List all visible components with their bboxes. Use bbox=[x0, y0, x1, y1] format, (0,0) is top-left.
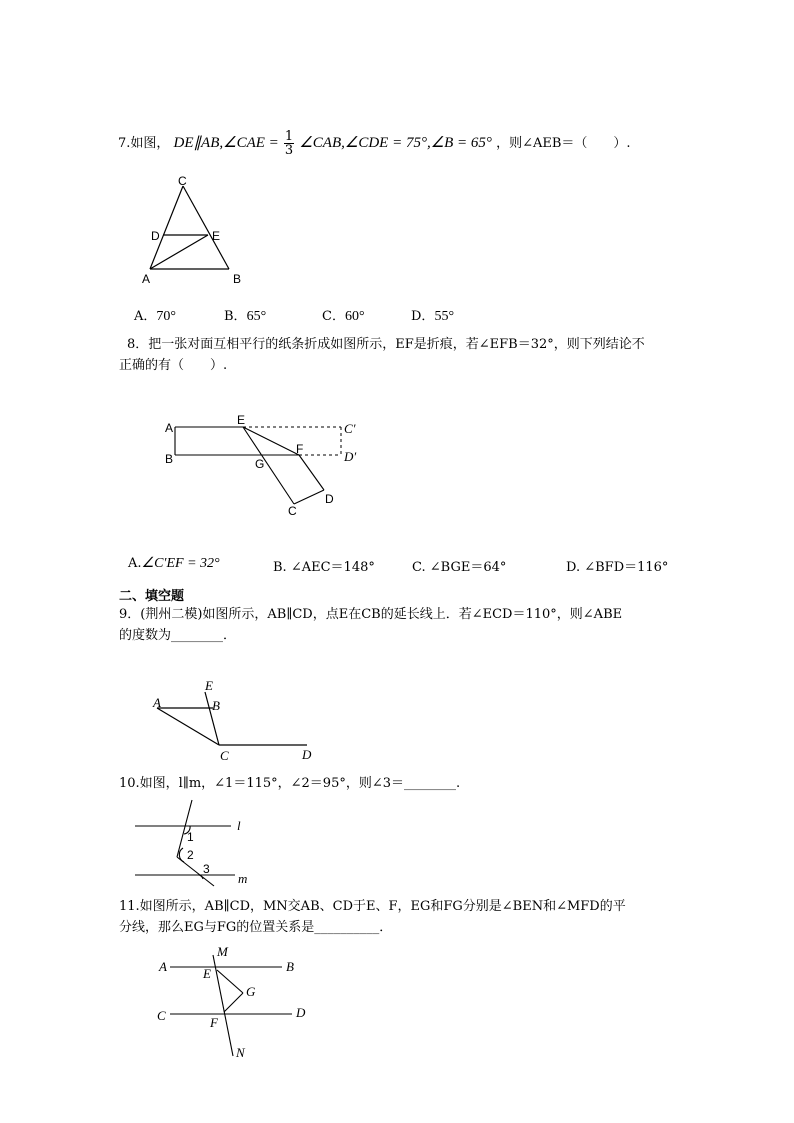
q11-label-f: F bbox=[210, 1015, 218, 1030]
q7-option-a-value: 70° bbox=[156, 309, 176, 324]
q11-label-g: G bbox=[246, 984, 256, 999]
q8-option-b-value: ∠AEC＝148° bbox=[290, 560, 375, 575]
q7-option-d-value: 55° bbox=[434, 309, 455, 324]
q8-option-c-letter: C. bbox=[412, 560, 426, 575]
q8-label-c: C bbox=[288, 504, 297, 518]
q7-label-b: B bbox=[233, 272, 242, 286]
q11-stem-line1: 11.如图所示，AB∥CD，MN交AB、CD于E、F，EG和FG分别是∠BEN和∠MFD的平 bbox=[119, 899, 626, 914]
q7-option-c-letter: C． bbox=[322, 309, 345, 324]
q11-segment-eg bbox=[217, 970, 243, 993]
q11-label-d: D bbox=[296, 1005, 306, 1020]
q7-option-a-letter: A． bbox=[134, 309, 157, 324]
q8-label-a: A bbox=[165, 421, 174, 435]
q7-label-e: E bbox=[212, 229, 221, 243]
q7-option-d-letter: D． bbox=[411, 309, 435, 324]
q7-math-part1: DE∥AB,∠CAE = bbox=[173, 135, 279, 151]
section-title-fill-blank: 二、填空题 bbox=[119, 589, 185, 604]
q9-label-b: B bbox=[212, 698, 220, 713]
q7-frac-num: 1 bbox=[284, 129, 294, 144]
q8-label-d-prime: D′ bbox=[344, 449, 357, 464]
q7-number: 7.如图， bbox=[118, 136, 170, 151]
q7-label-a: A bbox=[142, 272, 151, 286]
q11-label-b: B bbox=[286, 959, 294, 974]
q11-label-m: M bbox=[217, 944, 228, 959]
q8-option-a-letter: A. bbox=[128, 556, 142, 571]
q7-option-b-letter: B． bbox=[224, 309, 247, 324]
q10-label-2: 2 bbox=[187, 848, 194, 862]
q7-label-c: C bbox=[178, 174, 187, 188]
q8-label-b: B bbox=[165, 452, 174, 466]
q9-stem-line2: 的度数为________． bbox=[119, 628, 237, 643]
q7-label-d: D bbox=[151, 229, 160, 243]
q8-option-b-letter: B. bbox=[273, 560, 287, 575]
q10-label-1: 1 bbox=[187, 830, 194, 844]
q7-option-c-value: 60° bbox=[344, 309, 365, 324]
q8-label-e: E bbox=[237, 413, 246, 427]
q11-label-n: N bbox=[236, 1045, 245, 1060]
q7-math-part2: ∠CAB,∠CDE = 75°,∠B = 65° bbox=[299, 135, 492, 151]
q7-frac-den: 3 bbox=[284, 143, 294, 158]
q10-stem: 10.如图，l∥m，∠1＝115°，∠2＝95°，则∠3＝________. bbox=[119, 776, 461, 791]
q11-label-e: E bbox=[203, 966, 211, 981]
q11-stem-line2: 分线，那么EG与FG的位置关系是__________． bbox=[119, 920, 393, 935]
q8-label-g: G bbox=[255, 457, 265, 471]
q8-stem-line2: 正确的有（ ）. bbox=[119, 358, 228, 373]
q8-label-d: D bbox=[325, 492, 334, 506]
q10-label-3: 3 bbox=[203, 862, 210, 876]
q8-label-f: F bbox=[296, 442, 304, 456]
q10-label-l: l bbox=[237, 818, 241, 833]
q9-label-c: C bbox=[220, 748, 229, 763]
q8-option-d-letter: D. bbox=[566, 560, 581, 575]
q11-segment-fg bbox=[224, 993, 243, 1012]
q8-option-d-value: ∠BFD＝116° bbox=[584, 560, 669, 575]
q9-label-a: A bbox=[153, 695, 161, 710]
q8-stem-line1: 8．把一张对面互相平行的纸条折成如图所示，EF是折痕，若∠EFB＝32°，则下列结论不 bbox=[127, 337, 645, 352]
q11-label-c: C bbox=[157, 1008, 166, 1023]
q7-option-b-value: 65° bbox=[246, 309, 267, 324]
q8-option-a-value: ∠C′EF = 32° bbox=[141, 556, 220, 571]
q11-label-a: A bbox=[159, 959, 167, 974]
q9-label-d: D bbox=[302, 747, 312, 762]
q9-label-e: E bbox=[205, 678, 213, 693]
q8-label-c-prime: C′ bbox=[344, 421, 356, 436]
q8-option-c-value: ∠BGE＝64° bbox=[429, 560, 507, 575]
q10-label-m: m bbox=[238, 871, 248, 886]
q7-tail: ，则∠AEB＝（ ）. bbox=[496, 136, 631, 151]
q9-stem-line1: 9．(荆州二模)如图所示，AB∥CD，点E在CB的延长线上．若∠ECD＝110°，则∠ABE bbox=[119, 607, 623, 622]
